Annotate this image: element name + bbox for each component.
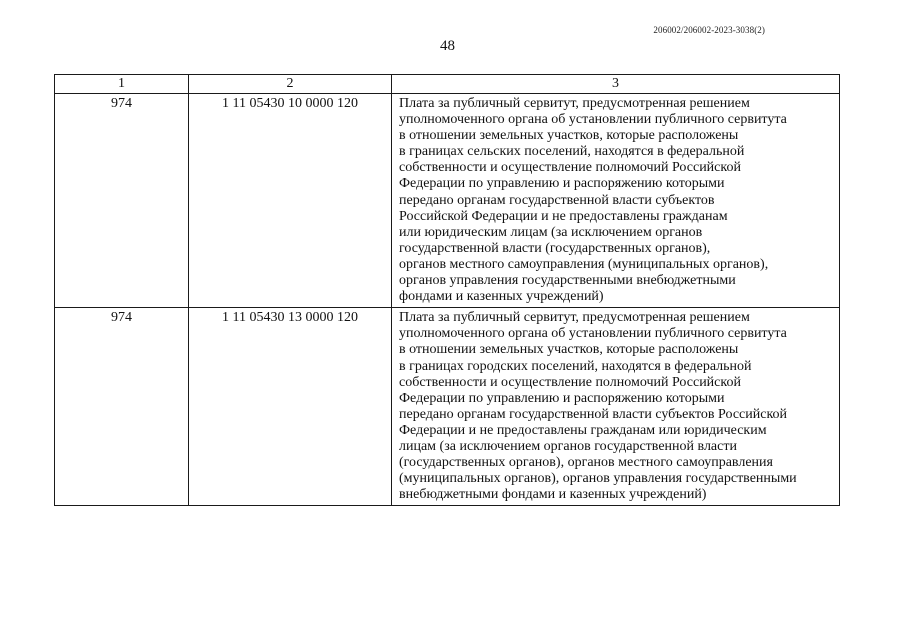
description-line: органов управления государственными внебюджетными	[399, 273, 736, 289]
header-col-3: 3	[392, 75, 840, 94]
description-line: передано органам государственной власти субъектов Российской	[399, 406, 788, 422]
description-line: Плата за публичный сервитут, предусмотренная решением	[399, 310, 750, 326]
budget-codes-table	[54, 74, 840, 506]
description-line: передано органам государственной власти субъектов	[399, 192, 715, 208]
description-line: государственной власти (государственных органов),	[399, 240, 711, 256]
table-row	[55, 308, 840, 506]
description-line: (муниципальных органов), органов управления государственными	[399, 471, 797, 487]
description-line: лицам (за исключением органов государственной власти	[399, 438, 737, 454]
description-line: Федерации по управлению и распоряжению которыми	[399, 176, 725, 192]
page-number: 48	[440, 38, 455, 54]
description-line: в границах сельских поселений, находятся в федеральной	[399, 144, 745, 160]
description-line: уполномоченного органа об установлении публичного сервитута	[399, 326, 787, 342]
table-header-row	[55, 75, 840, 94]
document-id: 206002/206002-2023-3038(2)	[653, 25, 765, 35]
description-line: или юридическим лицам (за исключением органов	[399, 224, 703, 240]
description-line: фондами и казенных учреждений)	[399, 289, 604, 305]
description-line: внебюджетными фондами и казенных учреждений)	[399, 487, 707, 503]
description-line: в отношении земельных участков, которые расположены	[399, 128, 739, 144]
description-line: (государственных органов), органов местного самоуправления	[399, 455, 773, 471]
description-cell	[392, 94, 840, 308]
header-col-1: 1	[55, 75, 189, 94]
description-line: Федерации и не предоставлены гражданам или юридическим	[399, 422, 767, 438]
description-line: собственности и осуществление полномочий Российской	[399, 160, 741, 176]
admin-code-cell: 974	[55, 308, 189, 506]
table-row	[55, 94, 840, 308]
description-line: уполномоченного органа об установлении публичного сервитута	[399, 112, 787, 128]
budget-code-cell: 1 11 05430 10 0000 120	[189, 94, 392, 308]
description-line: органов местного самоуправления (муниципальных органов),	[399, 256, 769, 272]
header-col-2: 2	[189, 75, 392, 94]
description-line: Плата за публичный сервитут, предусмотренная решением	[399, 96, 750, 111]
description-line: в отношении земельных участков, которые расположены	[399, 342, 739, 358]
description-line: Федерации по управлению и распоряжению которыми	[399, 390, 725, 406]
description-line: Российской Федерации и не предоставлены гражданам	[399, 208, 728, 224]
description-line: в границах городских поселений, находятся в федеральной	[399, 358, 752, 374]
budget-code-cell: 1 11 05430 13 0000 120	[189, 308, 392, 506]
description-cell	[392, 308, 840, 506]
admin-code-cell: 974	[55, 94, 189, 308]
description-line: собственности и осуществление полномочий Российской	[399, 374, 741, 390]
